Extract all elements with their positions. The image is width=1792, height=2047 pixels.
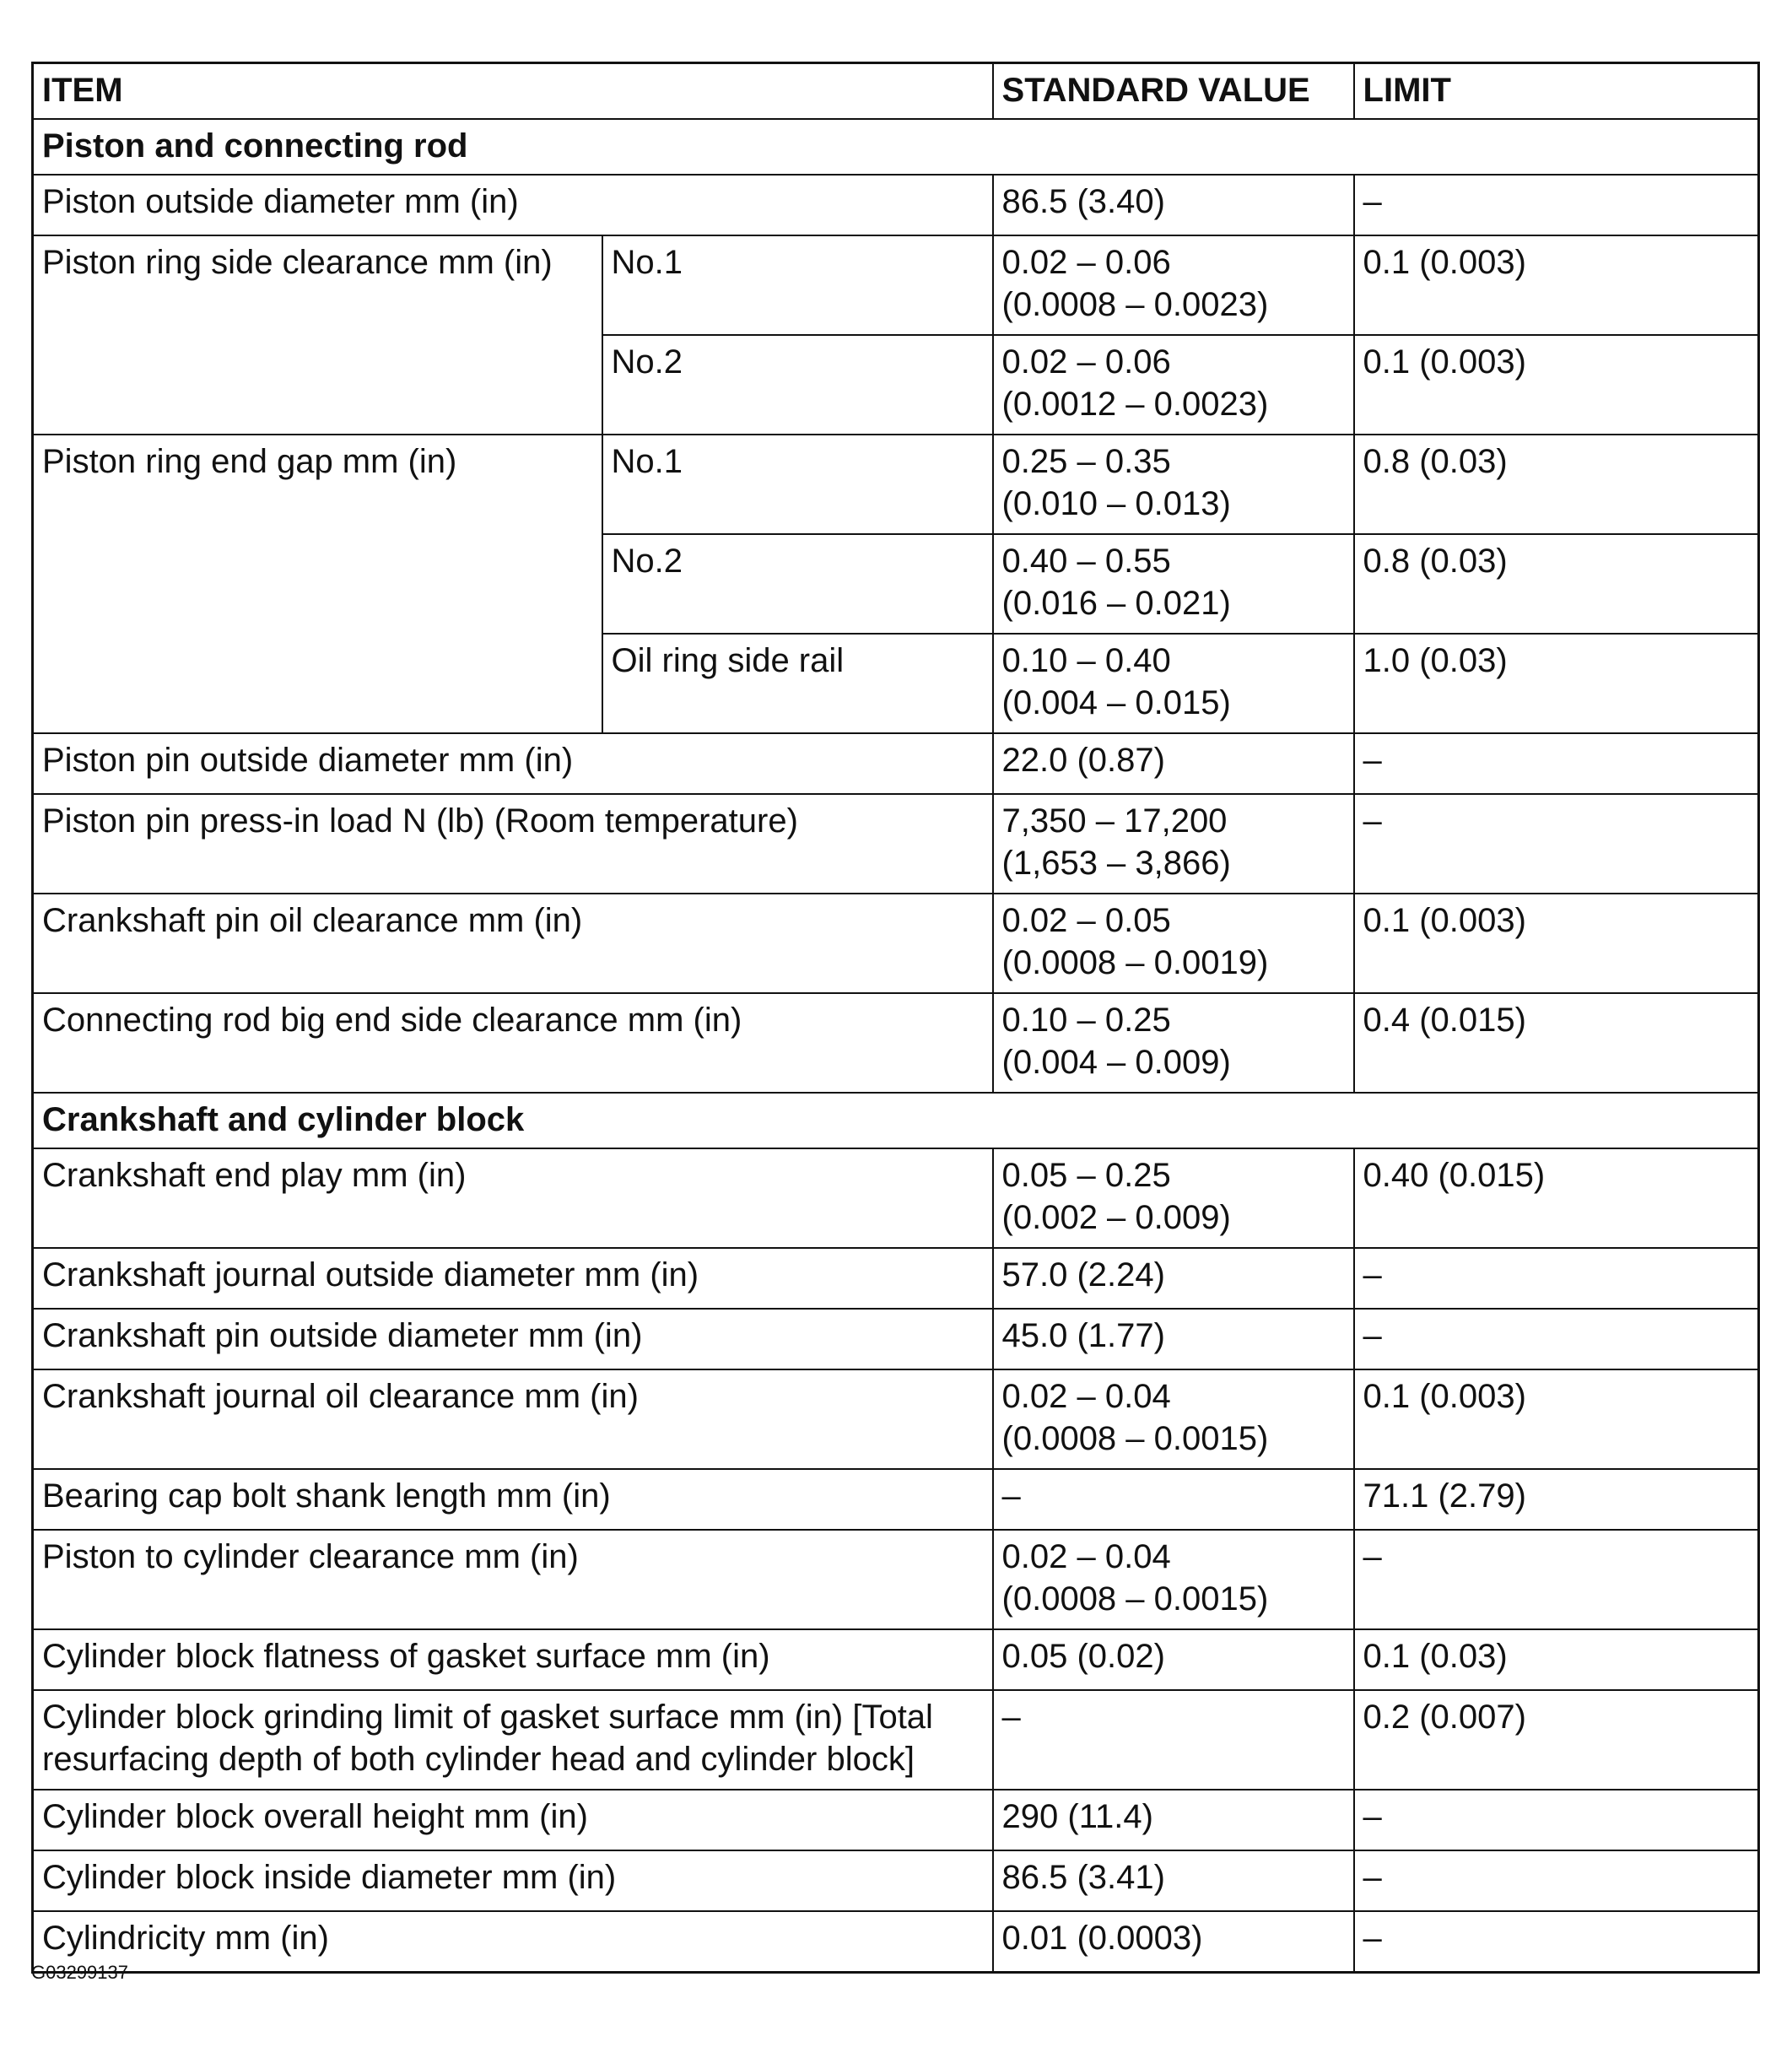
- standard-value-cell: –: [993, 1469, 1354, 1530]
- item-cell: Piston to cylinder clearance mm (in): [33, 1530, 993, 1629]
- table-row: [33, 794, 1759, 894]
- table-row: [33, 1148, 1759, 1248]
- item-cell: Connecting rod big end side clearance mm (in): [33, 993, 993, 1093]
- limit-cell: –: [1354, 794, 1759, 894]
- standard-value-cell: 86.5 (3.40): [993, 175, 1354, 235]
- limit-cell: –: [1354, 1309, 1759, 1369]
- figure-id: G03299137: [31, 1962, 128, 1983]
- standard-value-cell: 22.0 (0.87): [993, 733, 1354, 794]
- item-cell: Cylindricity mm (in): [33, 1911, 993, 1973]
- item-cell: Bearing cap bolt shank length mm (in): [33, 1469, 993, 1530]
- standard-value-cell: 0.05 (0.02): [993, 1629, 1354, 1690]
- limit-cell: –: [1354, 1911, 1759, 1973]
- header-item: ITEM: [33, 63, 993, 120]
- table-row: [33, 894, 1759, 993]
- sub-item-cell: No.2: [602, 335, 993, 435]
- table-row: [33, 1911, 1759, 1973]
- limit-cell: 0.1 (0.003): [1354, 894, 1759, 993]
- limit-cell: 0.1 (0.03): [1354, 1629, 1759, 1690]
- limit-cell: –: [1354, 1530, 1759, 1629]
- item-cell: Piston ring side clearance mm (in): [33, 235, 602, 435]
- limit-cell: 71.1 (2.79): [1354, 1469, 1759, 1530]
- standard-value-cell: 0.01 (0.0003): [993, 1911, 1354, 1973]
- item-cell: Cylinder block overall height mm (in): [33, 1790, 993, 1850]
- standard-value-cell: 45.0 (1.77): [993, 1309, 1354, 1369]
- item-cell: Piston ring end gap mm (in): [33, 435, 602, 733]
- item-cell: Cylinder block flatness of gasket surface mm (in): [33, 1629, 993, 1690]
- sub-item-cell: No.2: [602, 534, 993, 634]
- standard-value-cell: 0.02 – 0.06 (0.0008 – 0.0023): [993, 235, 1354, 335]
- standard-value-cell: 0.02 – 0.04 (0.0008 – 0.0015): [993, 1369, 1354, 1469]
- table-row: [33, 175, 1759, 235]
- section-row: [33, 1093, 1759, 1148]
- limit-cell: –: [1354, 1790, 1759, 1850]
- standard-value-cell: 0.02 – 0.05 (0.0008 – 0.0019): [993, 894, 1354, 993]
- item-cell: Cylinder block grinding limit of gasket surface mm (in) [Total resurfacing depth of both cylinder head and cylinder block]: [33, 1690, 993, 1790]
- item-cell: Piston outside diameter mm (in): [33, 175, 993, 235]
- table-row: [33, 1790, 1759, 1850]
- standard-value-cell: 0.25 – 0.35 (0.010 – 0.013): [993, 435, 1354, 534]
- standard-value-cell: 86.5 (3.41): [993, 1850, 1354, 1911]
- table-row: [33, 733, 1759, 794]
- header-limit: LIMIT: [1354, 63, 1759, 120]
- item-cell: Crankshaft pin oil clearance mm (in): [33, 894, 993, 993]
- table-row: [33, 1309, 1759, 1369]
- limit-cell: 0.1 (0.003): [1354, 235, 1759, 335]
- table-row: [33, 993, 1759, 1093]
- spec-table: [31, 62, 1760, 1974]
- table-row: [33, 1629, 1759, 1690]
- item-cell: Crankshaft journal oil clearance mm (in): [33, 1369, 993, 1469]
- limit-cell: –: [1354, 733, 1759, 794]
- standard-value-cell: 0.10 – 0.40 (0.004 – 0.015): [993, 634, 1354, 733]
- item-cell: Piston pin press-in load N (lb) (Room temperature): [33, 794, 993, 894]
- table-row: [33, 1530, 1759, 1629]
- limit-cell: 0.2 (0.007): [1354, 1690, 1759, 1790]
- limit-cell: 0.4 (0.015): [1354, 993, 1759, 1093]
- sub-item-cell: Oil ring side rail: [602, 634, 993, 733]
- item-cell: Cylinder block inside diameter mm (in): [33, 1850, 993, 1911]
- spec-body: [33, 119, 1759, 1973]
- standard-value-cell: 7,350 – 17,200 (1,653 – 3,866): [993, 794, 1354, 894]
- standard-value-cell: 0.10 – 0.25 (0.004 – 0.009): [993, 993, 1354, 1093]
- limit-cell: –: [1354, 1248, 1759, 1309]
- table-row: [33, 1469, 1759, 1530]
- limit-cell: 0.8 (0.03): [1354, 534, 1759, 634]
- standard-value-cell: –: [993, 1690, 1354, 1790]
- table-row: [33, 1850, 1759, 1911]
- item-cell: Crankshaft journal outside diameter mm (in): [33, 1248, 993, 1309]
- standard-value-cell: 290 (11.4): [993, 1790, 1354, 1850]
- section-title: Crankshaft and cylinder block: [33, 1093, 1759, 1148]
- limit-cell: 0.1 (0.003): [1354, 1369, 1759, 1469]
- table-row: [33, 435, 1759, 534]
- limit-cell: 0.40 (0.015): [1354, 1148, 1759, 1248]
- limit-cell: 0.8 (0.03): [1354, 435, 1759, 534]
- table-row: [33, 1690, 1759, 1790]
- table-row: [33, 1248, 1759, 1309]
- limit-cell: –: [1354, 1850, 1759, 1911]
- sub-item-cell: No.1: [602, 435, 993, 534]
- standard-value-cell: 57.0 (2.24): [993, 1248, 1354, 1309]
- item-cell: Crankshaft end play mm (in): [33, 1148, 993, 1248]
- standard-value-cell: 0.02 – 0.06 (0.0012 – 0.0023): [993, 335, 1354, 435]
- limit-cell: 0.1 (0.003): [1354, 335, 1759, 435]
- sub-item-cell: No.1: [602, 235, 993, 335]
- limit-cell: 1.0 (0.03): [1354, 634, 1759, 733]
- standard-value-cell: 0.05 – 0.25 (0.002 – 0.009): [993, 1148, 1354, 1248]
- table-row: [33, 1369, 1759, 1469]
- item-cell: Crankshaft pin outside diameter mm (in): [33, 1309, 993, 1369]
- table-row: [33, 235, 1759, 335]
- standard-value-cell: 0.02 – 0.04 (0.0008 – 0.0015): [993, 1530, 1354, 1629]
- standard-value-cell: 0.40 – 0.55 (0.016 – 0.021): [993, 534, 1354, 634]
- limit-cell: –: [1354, 175, 1759, 235]
- section-row: [33, 119, 1759, 175]
- item-cell: Piston pin outside diameter mm (in): [33, 733, 993, 794]
- section-title: Piston and connecting rod: [33, 119, 1759, 175]
- header-standard-value: STANDARD VALUE: [993, 63, 1354, 120]
- header-row: [33, 63, 1759, 120]
